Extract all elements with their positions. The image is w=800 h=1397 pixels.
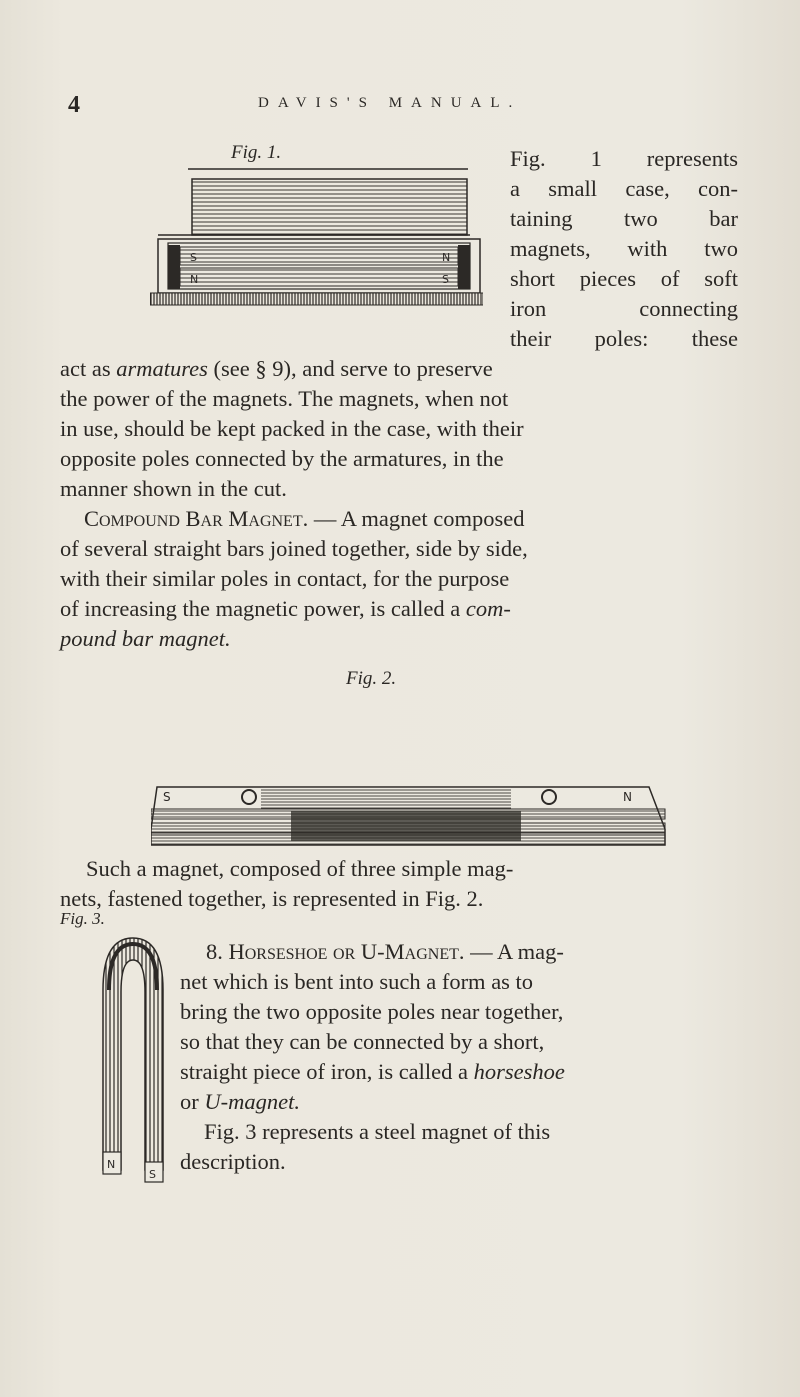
svg-text:S: S [149,1168,156,1181]
para1-line-10: in use, should be kept packed in the case, with their [60,416,524,441]
svg-text:N: N [623,790,632,804]
term-u-magnet: U-magnet. [204,1089,300,1114]
para4-line-1 [206,937,564,967]
para1-line-8-start: act as [60,356,117,381]
para1-line-1: Fig. 1 represents [510,146,738,171]
running-title: DAVIS'S MANUAL. [258,95,522,111]
horseshoe-heading: Horseshoe or U-Magnet. [228,939,465,964]
para4-line-7: Fig. 3 represents a steel magnet of this [204,1119,551,1144]
para2-line-2: of several straight bars joined together, side by side, [60,536,528,561]
svg-text:S: S [190,251,197,264]
para2-line-5: pound bar magnet. [60,626,231,651]
para4-line-8: description. [180,1149,286,1174]
fig3-label: Fig. 3. [60,909,105,928]
para2-line-3: with their similar poles in contact, for the purpose [60,566,510,591]
para1-line-12: manner shown in the cut. [60,476,287,501]
term-compound-part1: com- [465,596,511,621]
page-number: 4 [68,92,80,118]
para3-line-1: Such a magnet, composed of three simple mag- [86,856,514,881]
para4-line-5-text: straight piece of iron, is called a [180,1059,474,1084]
para1-line-7: their poles: these [510,326,738,351]
svg-text:N: N [190,273,199,286]
term-horseshoe: horseshoe [473,1059,565,1084]
svg-text:N: N [107,1158,116,1171]
svg-text:S: S [163,790,171,804]
page-header [0,92,800,118]
svg-text:N: N [442,251,451,264]
fig3-horseshoe-magnet-illustration [93,930,168,1185]
para4-line-2: net which is bent into such a form as to [180,969,534,994]
para4-line-3: bring the two opposite poles near together, [180,999,564,1024]
para2-line-1-text: — A magnet composed [308,506,525,531]
para1-line-11: opposite poles connected by the armatures, in the [60,446,504,471]
fig2-label: Fig. 2. [346,668,397,689]
para4-line-1-text: — A mag- [464,939,564,964]
fig1-label: Fig. 1. [231,142,282,163]
para1-line-8 [60,354,493,384]
para2-line-4-text: of increasing the magnetic power, is called a [60,596,466,621]
para1-line-4: magnets, with two [510,236,738,261]
para1-line-5: short pieces of soft [510,266,738,291]
para1-line-9: the power of the magnets. The magnets, when not [60,386,509,411]
para3-line-2: nets, fastened together, is represented in Fig. 2. [60,886,484,911]
para1-line-3: taining two bar [510,206,738,231]
para1-line-2: a small case, con- [510,176,738,201]
svg-text:S: S [442,273,449,286]
para2-line-1 [84,504,524,534]
para1-line-6: iron connecting [510,296,738,321]
compound-bar-magnet-heading: Compound Bar Magnet. [84,506,309,531]
para4-line-4: so that they can be connected by a short, [180,1029,545,1054]
section-number: 8. [206,939,229,964]
para4-line-6 [180,1087,300,1117]
term-armatures: armatures [116,356,208,381]
para2-line-4 [60,594,511,624]
para4-line-6-text: or [180,1089,205,1114]
fig2-compound-magnet-illustration [151,783,669,849]
para4-line-5 [180,1057,565,1087]
fig1-magnet-case-illustration [150,165,483,307]
para1-line-8-end: (see § 9), and serve to preserve [207,356,493,381]
